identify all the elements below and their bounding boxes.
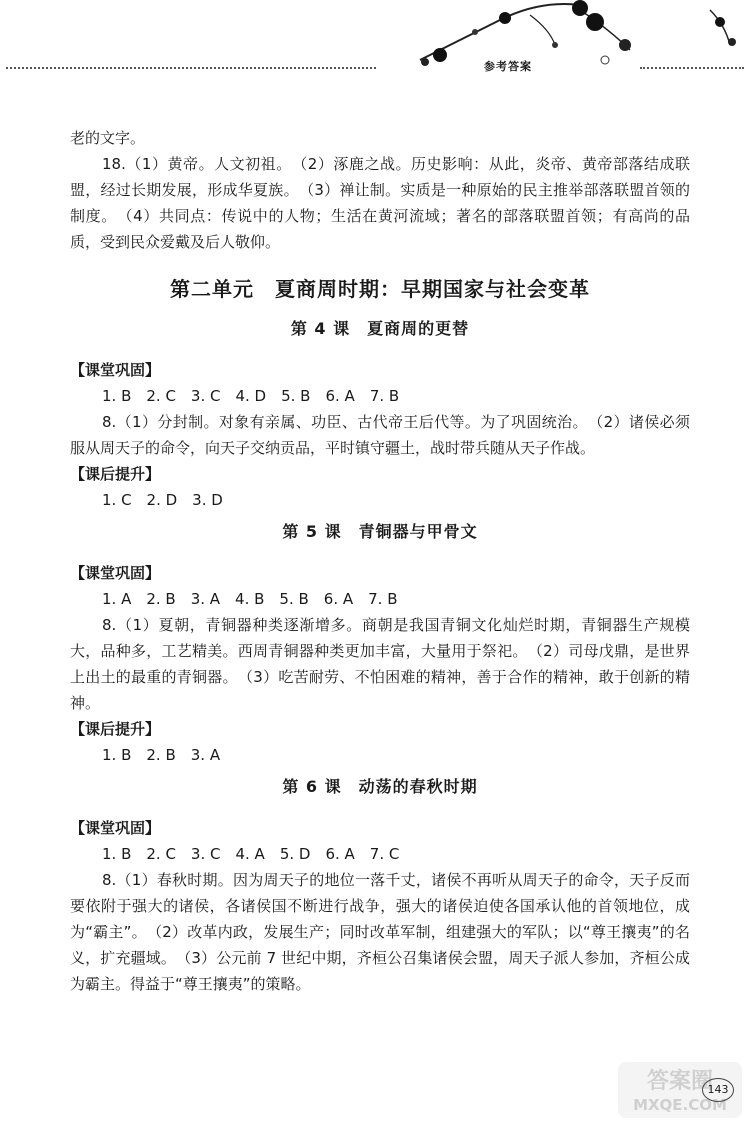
svg-text:MXQE.COM: MXQE.COM — [633, 1096, 727, 1114]
answer-paragraph: 8.（1）春秋时期。因为周天子的地位一落千丈，诸侯不再听从周天子的命令，天子反而要依附于强大的诸侯，各诸侯国不断进行战争，强大的诸侯迫使各国承认他的首领地位，成为“霸主”。 （2）改革内政，发展生产；同时改革军制，组建强大的军队；以“尊王攘夷”的名义，扩充疆域。 （3）公元前 7 世纪中期，齐桓公召集诸侯会盟，周天子派人参加，齐桓公成为霸主。得益于“尊王攘夷”的策略。 — [70, 871, 690, 993]
section-label: 【课堂巩固】 — [70, 819, 161, 837]
answer-paragraph: 1. B 2. B 3. A — [102, 746, 221, 764]
section-label: 【课后提升】 — [70, 720, 161, 738]
lesson-title: 第 5 课 青铜器与甲骨文 — [282, 522, 478, 541]
unit-title: 第二单元 夏商周时期：早期国家与社会变革 — [170, 277, 590, 301]
answer-paragraph: 8.（1）夏朝，青铜器种类逐渐增多。商朝是我国青铜文化灿烂时期，青铜器生产规模大，品种多，工艺精美。西周青铜器种类更加丰富，大量用于祭祀。 （2）司母戊鼎，是世界上出土的最重的青铜器。 （3）吃苦耐劳、不怕困难的精神，善于合作的精神，敢于创新的精神。 — [70, 616, 690, 712]
answer-paragraph: 老的文字。 — [70, 129, 146, 147]
answer-content — [70, 125, 690, 997]
header-title: 参考答案 — [484, 60, 532, 73]
answer-paragraph: 1. C 2. D 3. D — [102, 491, 223, 509]
section-label: 【课后提升】 — [70, 465, 161, 483]
lesson-title: 第 4 课 夏商周的更替 — [290, 319, 470, 338]
section-label: 【课堂巩固】 — [70, 361, 161, 379]
header-divider-right — [640, 67, 744, 69]
header-divider-left — [6, 67, 376, 69]
answer-paragraph: 1. A 2. B 3. A 4. B 5. B 6. A 7. B — [102, 590, 398, 608]
answer-paragraph: 8.（1）分封制。对象有亲属、功臣、古代帝王后代等。为了巩固统治。 （2）诸侯必须服从周天子的命令，向天子交纳贡品，平时镇守疆土，战时带兵随从天子作战。 — [70, 413, 690, 457]
lesson-title: 第 6 课 动荡的春秋时期 — [282, 777, 478, 796]
answer-paragraph: 18.（1）黄帝。人文初祖。 （2）涿鹿之战。历史影响：从此，炎帝、黄帝部落结成联盟，经过长期发展，形成华夏族。 （3）禅让制。实质是一种原始的民主推举部落联盟首领的制度。 （4）共同点：传说中的人物；生活在黄河流域；著名的部落联盟首领；有高尚的品质，受到民众爱戴及后人敬仰。 — [70, 155, 690, 251]
answer-paragraph: 1. B 2. C 3. C 4. D 5. B 6. A 7. B — [102, 387, 400, 405]
answer-paragraph: 1. B 2. C 3. C 4. A 5. D 6. A 7. C — [102, 845, 400, 863]
section-label: 【课堂巩固】 — [70, 564, 161, 582]
page-number: 143 — [702, 1078, 734, 1102]
svg-text:答案圈: 答案圈 — [646, 1069, 714, 1094]
